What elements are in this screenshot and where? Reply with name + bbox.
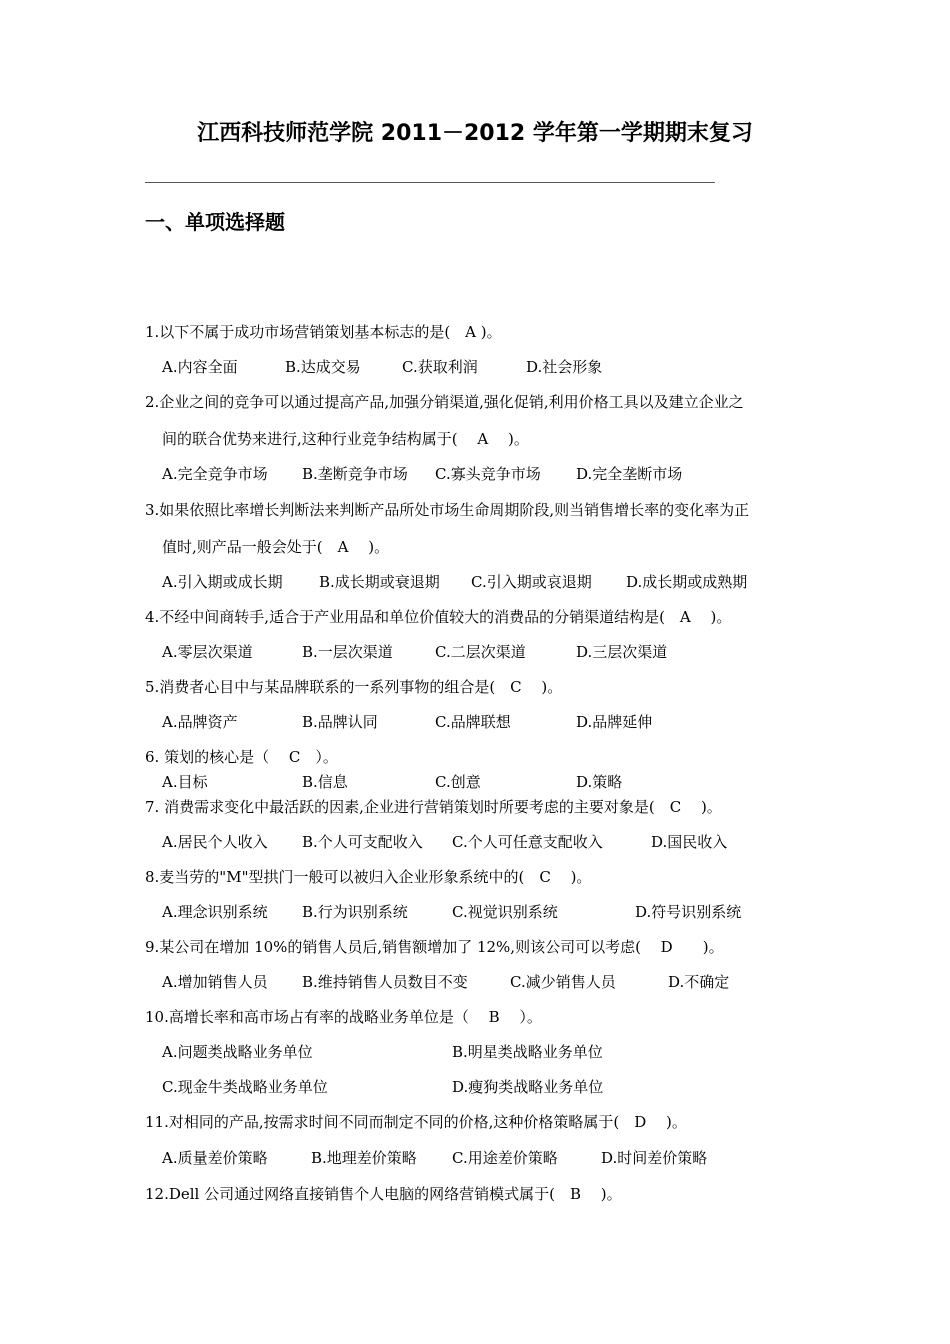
q1-option-d: D.社会形象 bbox=[526, 358, 603, 376]
title-divider bbox=[145, 182, 715, 183]
q8-option-c: C.视觉识别系统 bbox=[452, 903, 558, 921]
q11-option-d: D.时间差价策略 bbox=[601, 1149, 708, 1167]
q4-option-c: C.二层次渠道 bbox=[435, 643, 526, 661]
q4-option-a: A.零层次渠道 bbox=[162, 643, 253, 661]
q9-option-b: B.维持销售人员数目不变 bbox=[302, 973, 468, 991]
q7-option-b: B.个人可支配收入 bbox=[302, 833, 423, 851]
q5-option-d: D.品牌延伸 bbox=[576, 713, 653, 731]
q5-option-a: A.品牌资产 bbox=[162, 713, 238, 731]
question-10: 10.高增长率和高市场占有率的战略业务单位是（ B ）。 bbox=[145, 1008, 542, 1026]
q9-option-a: A.增加销售人员 bbox=[162, 973, 268, 991]
q10-option-a: A.问题类战略业务单位 bbox=[162, 1043, 313, 1061]
q7-option-c: C.个人可任意支配收入 bbox=[452, 833, 603, 851]
question-4: 4.不经中间商转手,适合于产业用品和单位价值较大的消费品的分销渠道结构是( A )。 bbox=[145, 608, 732, 626]
page-title: 江西科技师范学院 2011－2012 学年第一学期期末复习 bbox=[197, 121, 753, 146]
q10-option-b: B.明星类战略业务单位 bbox=[452, 1043, 603, 1061]
q10-option-d: D.瘦狗类战略业务单位 bbox=[452, 1078, 604, 1096]
question-5: 5.消费者心目中与某品牌联系的一系列事物的组合是( C )。 bbox=[145, 678, 563, 696]
q7-option-a: A.居民个人收入 bbox=[162, 833, 268, 851]
q6-option-a: A.目标 bbox=[162, 773, 208, 791]
question-1: 1.以下不属于成功市场营销策划基本标志的是( A )。 bbox=[145, 323, 502, 341]
section-heading: 一、单项选择题 bbox=[145, 210, 285, 234]
q3-option-b: B.成长期或衰退期 bbox=[319, 573, 440, 591]
q8-option-b: B.行为识别系统 bbox=[302, 903, 408, 921]
q9-option-c: C.减少销售人员 bbox=[510, 973, 616, 991]
q1-option-b: B.达成交易 bbox=[285, 358, 361, 376]
q3-option-d: D.成长期或成熟期 bbox=[626, 573, 748, 591]
q2-option-a: A.完全竞争市场 bbox=[162, 465, 268, 483]
q6-option-b: B.信息 bbox=[302, 773, 348, 791]
q2-option-b: B.垄断竞争市场 bbox=[302, 465, 408, 483]
q2-option-d: D.完全垄断市场 bbox=[576, 465, 683, 483]
q9-option-d: D.不确定 bbox=[668, 973, 730, 991]
q6-option-c: C.创意 bbox=[435, 773, 481, 791]
question-7: 7. 消费需求变化中最活跃的因素,企业进行营销策划时所要考虑的主要对象是( C )。 bbox=[145, 798, 722, 816]
q1-option-a: A.内容全面 bbox=[162, 358, 238, 376]
q3-option-a: A.引入期或成长期 bbox=[162, 573, 283, 591]
q7-option-d: D.国民收入 bbox=[651, 833, 728, 851]
q2-option-c: C.寡头竞争市场 bbox=[435, 465, 541, 483]
q3-option-c: C.引入期或哀退期 bbox=[471, 573, 592, 591]
question-9: 9.某公司在增加 10%的销售人员后,销售额增加了 12%,则该公司可以考虑( D )。 bbox=[145, 938, 724, 956]
q11-option-a: A.质量差价策略 bbox=[162, 1149, 268, 1167]
question-8: 8.麦当劳的"M"型拱门一般可以被归入企业形象系统中的( C )。 bbox=[145, 868, 592, 886]
question-6: 6. 策划的核心是（ C ）。 bbox=[145, 748, 338, 766]
question-12: 12.Dell 公司通过网络直接销售个人电脑的网络营销模式属于( B )。 bbox=[145, 1185, 622, 1203]
q8-option-d: D.符号识别系统 bbox=[635, 903, 742, 921]
question-2-cont: 间的联合优势来进行,这种行业竞争结构属于( A )。 bbox=[162, 430, 529, 448]
q1-option-c: C.获取利润 bbox=[402, 358, 478, 376]
q6-option-d: D.策略 bbox=[576, 773, 623, 791]
q4-option-b: B.一层次渠道 bbox=[302, 643, 393, 661]
q5-option-c: C.品牌联想 bbox=[435, 713, 511, 731]
question-11: 11.对相同的产品,按需求时间不同而制定不同的价格,这种价格策略属于( D )。 bbox=[145, 1113, 687, 1131]
q4-option-d: D.三层次渠道 bbox=[576, 643, 668, 661]
q8-option-a: A.理念识别系统 bbox=[162, 903, 268, 921]
q11-option-b: B.地理差价策略 bbox=[311, 1149, 417, 1167]
question-2: 2.企业之间的竞争可以通过提高产品,加强分销渠道,强化促销,利用价格工具以及建立企业之 bbox=[145, 393, 744, 411]
q5-option-b: B.品牌认同 bbox=[302, 713, 378, 731]
question-3: 3.如果依照比率增长判断法来判断产品所处市场生命周期阶段,则当销售增长率的变化率为正 bbox=[145, 501, 750, 519]
q11-option-c: C.用途差价策略 bbox=[452, 1149, 558, 1167]
q10-option-c: C.现金牛类战略业务单位 bbox=[162, 1078, 328, 1096]
question-3-cont: 值时,则产品一般会处于( A )。 bbox=[162, 538, 390, 556]
